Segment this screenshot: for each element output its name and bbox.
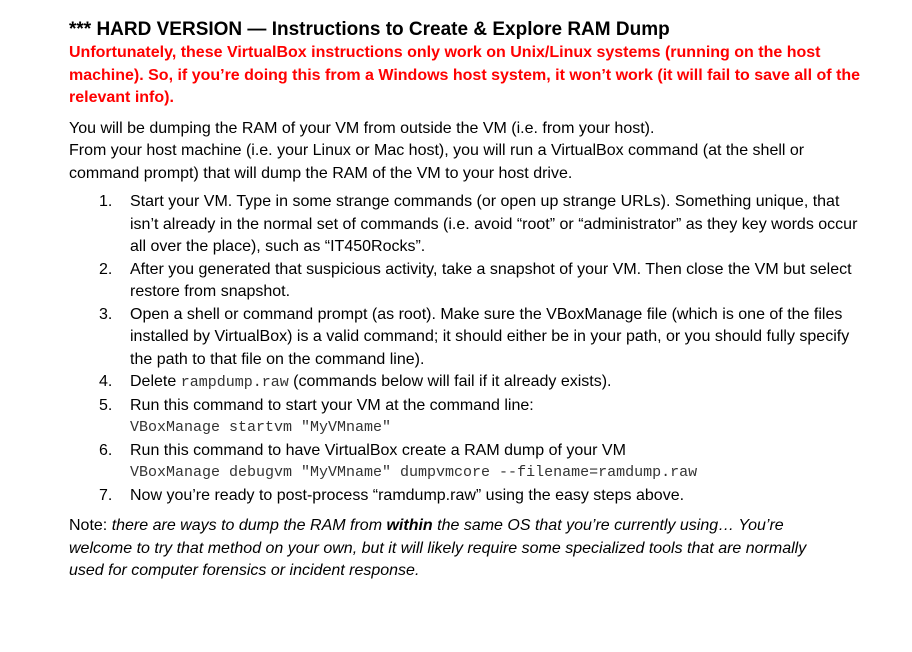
step-text: Open a shell or command prompt (as root). Make sure the VBoxManage file (which is one of the files installed by VirtualBox) is a valid command; it should either be in your path, or you should fully specify the path to that file on the command line). — [130, 305, 850, 368]
step-text-after: (commands below will fail if it already exists). — [288, 373, 612, 390]
step-6 — [69, 440, 869, 485]
step-5 — [69, 395, 869, 440]
note-paragraph — [69, 515, 829, 583]
step-text: Now you’re ready to post-process “ramdump.raw” using the easy steps above. — [130, 486, 685, 504]
page-title: *** HARD VERSION — Instructions to Create & Explore RAM Dump — [69, 19, 670, 40]
instruction-steps — [69, 191, 869, 507]
startvm-command: VBoxManage startvm "MyVMname" — [130, 419, 392, 436]
intro-paragraph-1: You will be dumping the RAM of your VM from outside the VM (i.e. from your host). — [69, 119, 655, 137]
step-text-before: Delete — [130, 373, 181, 390]
note-emphasis: within — [386, 517, 433, 534]
step-4 — [69, 371, 869, 395]
note-text-1: there are ways to dump the RAM from — [111, 517, 387, 534]
intro-paragraph-2: From your host machine (i.e. your Linux or Mac host), you will run a VirtualBox command (at the shell or command prompt) that will dump the RAM of the VM to your host drive. — [69, 142, 805, 182]
document-body — [69, 18, 869, 583]
note-label: Note: — [69, 517, 112, 534]
step-number: 6. — [99, 441, 113, 459]
note-text-2: the same OS that you’re currently using… You’re welcome to try that method on your own, but it will likely require some specialized tools that are normally used for computer forensics or incident response. — [69, 517, 807, 579]
filename-code: rampdump.raw — [180, 374, 289, 391]
dumpvmcore-command: VBoxManage debugvm "MyVMname" dumpvmcore --filename=ramdump.raw — [130, 464, 698, 481]
step-text: After you generated that suspicious activity, take a snapshot of your VM. Then close the VM but select restore from snapshot. — [130, 260, 852, 300]
step-number: 2. — [99, 260, 113, 278]
step-text: Run this command to start your VM at the command line: — [130, 396, 534, 414]
step-number: 7. — [99, 486, 113, 504]
step-number: 5. — [99, 396, 113, 414]
step-2 — [69, 259, 869, 304]
step-number: 1. — [99, 193, 113, 210]
step-number: 4. — [99, 373, 113, 390]
step-7 — [69, 485, 869, 508]
step-1 — [69, 191, 869, 259]
step-number: 3. — [99, 305, 113, 323]
step-3 — [69, 304, 869, 372]
platform-warning: Unfortunately, these VirtualBox instructions only work on Unix/Linux systems (running on the host machine). So, if you’re doing this from a Windows host system, it won’t work (it will fail to save all of the relevant info). — [69, 44, 861, 106]
step-text: Start your VM. Type in some strange commands (or open up strange URLs). Something unique, that isn’t already in the normal set of commands (i.e. avoid “root” or “administrator” as they key words occur all over the place), such as “IT450Rocks”. — [130, 193, 858, 255]
step-text: Run this command to have VirtualBox create a RAM dump of your VM — [130, 441, 626, 459]
